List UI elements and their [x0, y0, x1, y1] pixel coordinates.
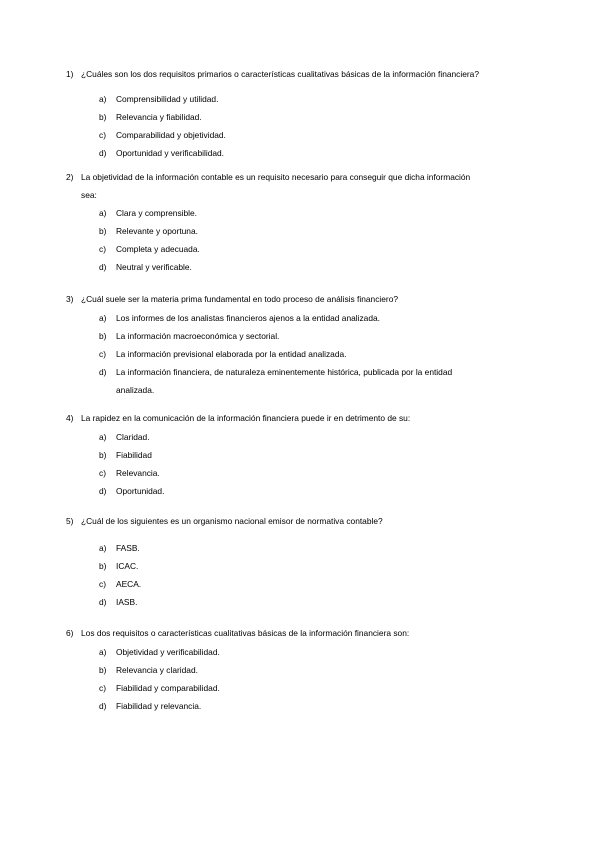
option-label: c) [99, 682, 106, 693]
option-text: IASB. [116, 596, 138, 607]
option-text: La información macroeconómica y sectorial. [116, 330, 280, 341]
question-2 [0, 169, 600, 276]
option-text: Los informes de los analistas financieros ajenos a la entidad analizada. [116, 312, 380, 323]
option-a [0, 643, 600, 661]
option-label: d) [99, 596, 107, 607]
question-line [0, 291, 600, 309]
option-label: d) [99, 147, 107, 158]
question-line [0, 410, 600, 428]
option-d [0, 258, 600, 276]
option-b [0, 661, 600, 679]
question-number: 2) [66, 172, 74, 182]
option-d-continued [0, 381, 600, 399]
option-label: a) [99, 93, 107, 104]
option-label: d) [99, 262, 107, 272]
option-a [0, 90, 600, 108]
option-d [0, 482, 600, 500]
question-line-continued [0, 187, 600, 205]
question-6 [0, 625, 600, 715]
question-number: 1) [66, 69, 74, 79]
question-number: 3) [66, 294, 74, 304]
question-text: Los dos requisitos o características cualitativas básicas de la información financiera son: [81, 628, 410, 638]
option-c [0, 240, 600, 258]
question-text: ¿Cuál de los siguientes es un organismo nacional emisor de normativa contable? [81, 516, 383, 526]
question-text: La objetividad de la información contable es un requisito necesario para conseguir que dicha información [81, 172, 471, 182]
option-text-continued: analizada. [116, 384, 155, 395]
option-a [0, 204, 600, 222]
question-4 [0, 410, 600, 500]
option-text: Clara y comprensible. [116, 208, 197, 218]
option-label: a) [99, 542, 107, 553]
option-a [0, 309, 600, 327]
option-c [0, 575, 600, 593]
question-text: ¿Cuáles son los dos requisitos primarios o características cualitativas básicas de la información financiera? [81, 69, 479, 79]
question-line [0, 625, 600, 643]
option-text: La información previsional elaborada por la entidad analizada. [116, 348, 347, 359]
option-label: b) [99, 664, 107, 675]
option-label: c) [99, 467, 106, 478]
option-b [0, 557, 600, 575]
option-d [0, 363, 600, 381]
option-text: Relevancia y claridad. [116, 664, 198, 675]
option-label: c) [99, 244, 106, 254]
option-b [0, 222, 600, 240]
option-text: Fiabilidad y relevancia. [116, 700, 202, 711]
option-text: Fiabilidad [116, 449, 152, 460]
option-label: c) [99, 348, 106, 359]
option-label: b) [99, 330, 107, 341]
option-c [0, 126, 600, 144]
option-text: Oportunidad. [116, 485, 165, 496]
option-a [0, 539, 600, 557]
option-text: Relevancia. [116, 467, 160, 478]
option-b [0, 446, 600, 464]
option-text: Relevante y oportuna. [116, 226, 198, 236]
option-text: Comparabilidad y objetividad. [116, 129, 226, 140]
option-text: Objetividad y verificabilidad. [116, 646, 220, 657]
option-a [0, 428, 600, 446]
question-text-continued: sea: [81, 189, 97, 200]
option-b [0, 108, 600, 126]
option-text: Fiabilidad y comparabilidad. [116, 682, 220, 693]
option-label: b) [99, 111, 107, 122]
question-number: 6) [66, 628, 74, 638]
option-label: a) [99, 208, 107, 218]
option-d [0, 593, 600, 611]
option-label: c) [99, 129, 106, 140]
option-b [0, 327, 600, 345]
option-c [0, 679, 600, 697]
option-d [0, 697, 600, 715]
question-number: 4) [66, 413, 74, 423]
question-3 [0, 291, 600, 399]
option-label: a) [99, 312, 107, 323]
option-label: d) [99, 366, 107, 377]
option-d [0, 144, 600, 162]
question-number: 5) [66, 516, 74, 526]
option-label: c) [99, 578, 106, 589]
option-label: a) [99, 646, 107, 657]
option-text: Completa y adecuada. [116, 244, 200, 254]
question-text: ¿Cuál suele ser la materia prima fundamental en todo proceso de análisis financiero? [81, 294, 399, 304]
question-text: La rapidez en la comunicación de la información financiera puede ir en detrimento de su: [81, 413, 411, 423]
option-text: Comprensibilidad y utilidad. [116, 93, 219, 104]
option-text: Claridad. [116, 431, 150, 442]
option-text: Oportunidad y verificabilidad. [116, 147, 225, 158]
option-text: Relevancia y fiabilidad. [116, 111, 202, 122]
option-label: b) [99, 560, 107, 571]
option-text: AECA. [116, 578, 142, 589]
question-line [0, 66, 600, 84]
option-text: ICAC. [116, 560, 139, 571]
option-text: FASB. [116, 542, 140, 553]
option-label: d) [99, 485, 107, 496]
option-text: La información financiera, de naturaleza eminentemente histórica, publicada por la entidad [116, 366, 453, 377]
option-label: a) [99, 431, 107, 442]
option-c [0, 345, 600, 363]
option-text: Neutral y verificable. [116, 262, 192, 272]
option-label: b) [99, 226, 107, 236]
question-line [0, 169, 600, 187]
option-c [0, 464, 600, 482]
question-line [0, 513, 600, 531]
question-1 [0, 66, 600, 162]
option-label: b) [99, 449, 107, 460]
option-label: d) [99, 700, 107, 711]
question-5 [0, 513, 600, 611]
